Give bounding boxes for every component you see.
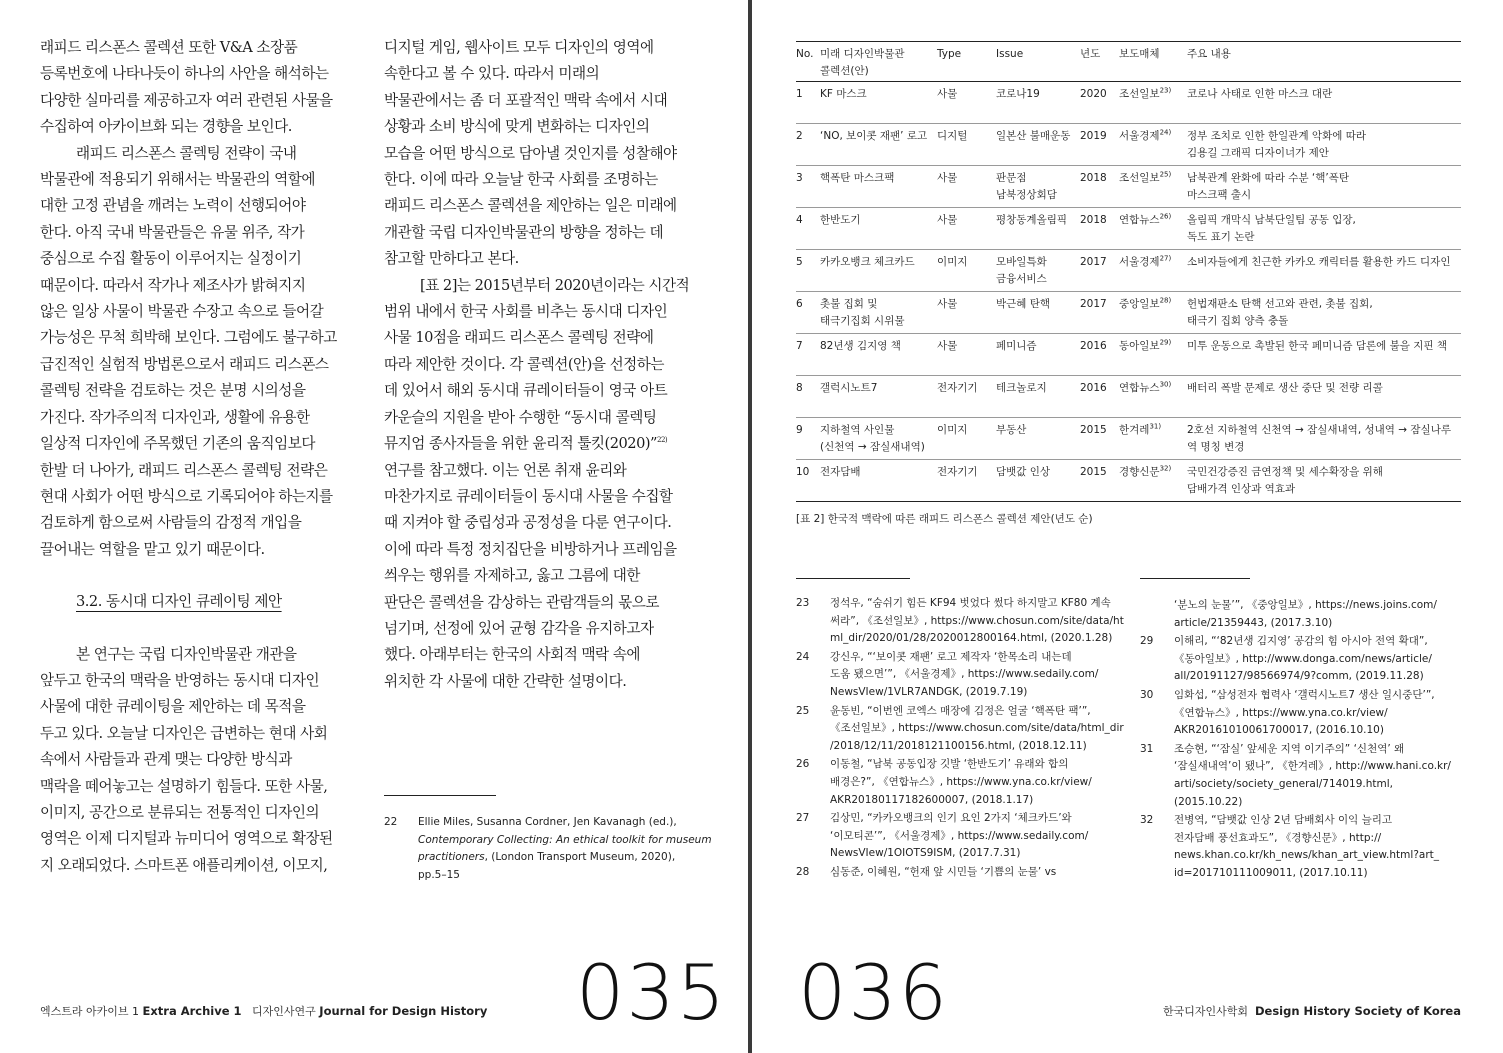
left-column [40,35,358,879]
footnote-item [1140,687,1470,740]
paragraph: [표 2]는 2015년부터 2020년이라는 시간적 범위 내에서 한국 사회를 비추는 동시대 디자인 사물 10점을 래피드 리스폰스 콜렉팅 전략에 따라 제안한 것이다. 각 콜렉션(안)을 선정하는 데 있어서 해외 동시대 큐레이터들이 영국 아트 카운슬의 지원을 받아 수행한 “동시대 콜렉팅 뮤지엄 종사자들을 위한 윤리적 툴킷(2020)”$^{22)}$ 연구를 참고했다. 이는 언론 취재 윤리와 마찬가지로 큐레이터들이 동시대 사물을 수집할 때 지켜야 할 중립성과 공정성을 다룬 연구이다. 이에 따라 특정 정치집단을 비방하거나 프레임을 씌우는 행위를 자제하고, 옳고 그름에 대한 판단은 콜렉션을 감상하는 관람객들의 몫으로 넘기며, 선정에 있어 균형 감각을 유지하고자 했다. 아래부터는 한국의 사회적 맥락 속에 위치한 각 사물에 대한 간략한 설명이다. [384,276,690,690]
footnote-item [796,595,1126,648]
right-column [384,35,702,695]
footnote-block-right [1140,597,1470,884]
table-row [796,166,1461,208]
footnote-text: ‘분노의 눈물’”, 《중앙일보》, https://news.joins.com/ article/21359443, (2017.3.10) [1174,599,1437,629]
paragraph: 디지털 게임, 웹사이트 모두 디자인의 영역에 속한다고 볼 수 있다. 따라서 미래의 박물관에서는 좀 더 포괄적인 맥락 속에서 시대 상황과 소비 방식에 맞게 변화하는 디자인의 모습을 어떤 방식으로 담아낼 것인지를 성찰해야 한다. 이에 따라 오늘날 한국 사회를 조명하는 래피드 리스폰스 콜렉션을 제안하는 일은 미래에 개관할 국립 디자인박물관의 방향을 정하는 데 참고할 만하다고 본다. [384,39,677,268]
footnote-ref[interactable]: 24) [1159,128,1172,137]
cell-issue: 모바일특화 금융서비스 [996,250,1080,292]
cell-summary: 미투 운동으로 촉발된 한국 페미니즘 담론에 불을 지핀 책 [1187,334,1461,376]
cell-row-number: 10 [796,460,820,502]
footnote-number: 22 [384,816,398,828]
cell-row-number: 6 [796,292,820,334]
table-row [796,208,1461,250]
cell-issue: 페미니즘 [996,334,1080,376]
footnote-number: 26 [796,758,810,771]
cell-row-number: 4 [796,208,820,250]
footnote-rule [1140,578,1250,579]
cell-summary: 국민건강증진 금연정책 및 세수확장을 위해 담배가격 인상과 역효과 [1187,460,1461,502]
cell-collection-name: 갤럭시노트7 [820,376,937,418]
cell-row-number: 1 [796,82,820,124]
cell-summary: 올림픽 개막식 남북단일팀 공동 입장, 독도 표기 논란 [1187,208,1461,250]
footnote-ref[interactable]: 32) [1159,464,1172,473]
footnote-number: 32 [1140,814,1154,827]
journal-ko: 디자인사연구 [252,1005,316,1018]
footnote-ref[interactable]: 28) [1159,296,1172,305]
cell-collection-name: ‘NO, 보이콧 재팬’ 로고 [820,124,937,166]
col-header: 미래 디자인박물관 콜렉션(안) [820,42,937,82]
journal-en: Journal for Design History [319,1004,488,1018]
col-header: 보도매체 [1119,42,1187,82]
footnote-item [1140,812,1470,882]
page-number: 036 [798,948,950,1037]
footnote-number: 24 [796,650,810,663]
cell-year: 2020 [1080,82,1119,124]
cell-issue: 테크놀로지 [996,376,1080,418]
footnote-ref[interactable]: 31) [1149,422,1162,431]
cell-year: 2015 [1080,460,1119,502]
cell-row-number: 5 [796,250,820,292]
cell-media: 동아일보$^{29)}$ [1119,334,1187,376]
footnote-block-left [796,595,1126,883]
cell-type: 디지털 [937,124,996,166]
cell-year: 2018 [1080,166,1119,208]
footnote-22 [384,814,714,884]
footnote-item [796,703,1126,756]
paragraph: 본 연구는 국립 디자인박물관 개관을 앞두고 한국의 맥락을 반영하는 동시대 디자인 사물에 대한 큐레이팅을 제안하는 데 목적을 두고 있다. 오늘날 디자인은 급변하는 현대 사회 속에서 사람들과 관계 맺는 다양한 방식과 맥락을 떼어놓고는 설명하기 힘들다. 또한 사물, 이미지, 공간으로 분류되는 전통적인 디자인의 영역은 이제 디지털과 뉴미디어 영역으로 확장된 지 오래되었다. 스마트폰 애플리케이션, 이모지, [40,645,333,874]
cell-row-number: 2 [796,124,820,166]
cell-row-number: 7 [796,334,820,376]
cell-collection-name: 핵폭탄 마스크팩 [820,166,937,208]
table-row [796,250,1461,292]
col-header: Type [937,42,996,82]
cell-year: 2015 [1080,418,1119,460]
left-page [0,0,748,1053]
cell-media: 조선일보$^{25)}$ [1119,166,1187,208]
collection-table [796,41,1461,502]
footnote-number: 31 [1140,742,1154,755]
cell-type: 사물 [937,166,996,208]
table-row [796,376,1461,418]
col-header: No. [796,42,820,82]
footnote-text: 전병역, “담뱃값 인상 2년 담배회사 이익 늘리고 전자담배 풍선효과도”, 《경향신문》, http:// news.khan.co.kr/kh_news/khan_art_view.html?art_ id=201710111009011, (2017.10.11) [1174,814,1440,879]
footnote-block [384,814,714,885]
cell-type: 이미지 [937,418,996,460]
cell-collection-name: 지하철역 사인물 (신천역 → 잠실새내역) [820,418,937,460]
cell-collection-name: 촛불 집회 및 태극기집회 시위물 [820,292,937,334]
cell-year: 2016 [1080,376,1119,418]
cell-summary: 코로나 사태로 인한 마스크 대란 [1187,82,1461,124]
footnote-text: 임화섭, “삼성전자 협력사 ‘갤럭시노트7 생산 일시중단’”, 《연합뉴스》, https://www.yna.co.kr/view/ AKR20161010061700017, (2016.10.10) [1174,688,1435,737]
footnote-text: 심동준, 이혜원, “헌재 앞 시민들 ‘기쁨의 눈물’ vs [830,865,1057,878]
footnote-ref[interactable]: 30) [1159,380,1172,389]
cell-collection-name: KF 마스크 [820,82,937,124]
cell-issue: 평창동계올림픽 [996,208,1080,250]
footnote-item [796,810,1126,863]
footnote-ref[interactable]: 22) [657,436,668,445]
footnote-ref[interactable]: 26) [1159,212,1172,221]
cell-issue: 일본산 불매운동 [996,124,1080,166]
cell-media: 서울경제$^{27)}$ [1119,250,1187,292]
cell-collection-name: 전자담배 [820,460,937,502]
footnote-number: 30 [1140,688,1154,701]
cell-type: 사물 [937,334,996,376]
right-page [752,0,1503,1053]
page-number: 035 [576,948,728,1037]
cell-media: 연합뉴스$^{30)}$ [1119,376,1187,418]
footnote-number [1140,597,1174,632]
footnote-item [1140,597,1470,632]
cell-row-number: 8 [796,376,820,418]
footnote-item [1140,633,1470,686]
cell-issue: 코로나19 [996,82,1080,124]
cell-type: 이미지 [937,250,996,292]
table-row [796,418,1461,460]
cell-media: 경향신문$^{32)}$ [1119,460,1187,502]
table-row [796,124,1461,166]
footnote-ref[interactable]: 23) [1159,86,1172,95]
footnote-number: 27 [796,812,810,825]
society-en: Design History Society of Korea [1254,1004,1461,1018]
paragraph: 래피드 리스폰스 콜렉션 또한 V&A 소장품 등록번호에 나타나듯이 하나의 사안을 해석하는 다양한 실마리를 제공하고자 여러 관련된 사물을 수집하여 아카이브화 되는 경향을 보인다. [40,39,333,136]
cell-year: 2019 [1080,124,1119,166]
footnote-text: 강신우, “‘보이콧 재팬’ 로고 제작자 ‘한목소리 내는데 도움 됐으면’”, 《서울경제》, https://www.sedaily.com/ NewsVIew/1VLR7ANDGK, (2019.7.19) [830,650,1099,698]
cell-collection-name: 카카오뱅크 체크카드 [820,250,937,292]
table-header-row [796,42,1461,82]
footnote-text: 김상민, “카카오뱅크의 인기 요인 2가지 ‘체크카드’와 ‘이모티콘’”, 《서울경제》, https://www.sedaily.com/ NewsVIew/1OIOTS9ISM, (2017.7.31) [830,812,1089,860]
table-row [796,82,1461,124]
cell-year: 2017 [1080,250,1119,292]
footnote-number: 25 [796,704,810,717]
col-header: Issue [996,42,1080,82]
footnote-item [796,756,1126,809]
footnote-rule [384,795,496,796]
series-en: Extra Archive 1 [142,1004,242,1018]
cell-summary: 남북관계 완화에 따라 수분 ‘핵’폭탄 마스크팩 출시 [1187,166,1461,208]
footer-right [1163,1002,1461,1021]
cell-type: 전자기기 [937,376,996,418]
footnote-text: 정석우, “숨쉬기 힘든 KF94 벗었다 썼다 하지말고 KF80 계속 써라”, 《조선일보》, https://www.chosun.com/site/data/ht ml_dir/2020/01/28/2020012800164.html, (2020.1.28) [830,597,1124,645]
cell-summary: 2호선 지하철역 신천역 → 잠실새내역, 성내역 → 잠실나루 역 명칭 변경 [1187,418,1461,460]
society-ko: 한국디자인사학회 [1162,1005,1248,1018]
series-ko: 엑스트라 아카이브 1 [40,1005,139,1018]
section-heading: 3.2. 동시대 디자인 큐레이팅 제안 [76,593,282,611]
table-row [796,334,1461,376]
cell-summary: 배터리 폭발 문제로 생산 중단 및 전량 리콜 [1187,376,1461,418]
paragraph: 래피드 리스폰스 콜렉팅 전략이 국내 박물관에 적용되기 위해서는 박물관의 역할에 대한 고정 관념을 깨려는 노력이 선행되어야 한다. 아직 국내 박물관들은 유물 위주, 작가 중심으로 수집 활동이 이루어지는 실정이기 때문이다. 따라서 작가나 제조사가 밝혀지지 않은 일상 사물이 박물관 수장고 속으로 들어갈 가능성은 무척 희박해 보인다. 그럼에도 불구하고 급진적인 실험적 방법론으로서 래피드 리스폰스 콜렉팅 전략을 검토하는 것은 분명 시의성을 가진다. 작가주의적 디자인과, 생활에 유용한 일상적 디자인에 주목했던 기존의 움직임보다 한발 더 나아가, 래피드 리스폰스 콜렉팅 전략은 현대 사회가 어떤 방식으로 기록되어야 하는지를 검토하게 함으로써 사람들의 감정적 개입을 끌어내는 역할을 맡고 있기 때문이다. [40,144,337,558]
footnote-rule [796,578,910,579]
cell-collection-name: 82년생 김지영 책 [820,334,937,376]
footnote-item [796,864,1126,882]
cell-issue: 판문점 남북정상회담 [996,166,1080,208]
cell-year: 2016 [1080,334,1119,376]
cell-type: 전자기기 [937,460,996,502]
footnote-text: 이동철, “남북 공동입장 깃발 ‘한반도기’ 유래와 합의 배경은?”, 《연합뉴스》, https://www.yna.co.kr/view/ AKR20180117182600007, (2018.1.17) [830,758,1092,806]
cell-issue: 부동산 [996,418,1080,460]
cell-media: 연합뉴스$^{26)}$ [1119,208,1187,250]
cell-year: 2017 [1080,292,1119,334]
col-header: 년도 [1080,42,1119,82]
cell-summary: 헌법재판소 탄핵 선고와 관련, 촛불 집회, 태극기 집회 양측 충돌 [1187,292,1461,334]
footer-left [40,1002,487,1021]
cell-media: 서울경제$^{24)}$ [1119,124,1187,166]
footnote-number: 23 [796,597,810,609]
cell-media: 한겨레$^{31)}$ [1119,418,1187,460]
cell-row-number: 3 [796,166,820,208]
footnote-ref[interactable]: 25) [1159,170,1172,179]
footnote-text: 이해리, “‘82년생 김지영’ 공감의 힘 아시아 전역 확대”, 《동아일보》, http://www.donga.com/news/article/ all/20191127/98566974/9?comm, (2019.11.28) [1174,635,1432,683]
cell-type: 사물 [937,208,996,250]
cell-year: 2018 [1080,208,1119,250]
footnote-number: 28 [796,865,810,878]
table-row [796,460,1461,502]
table-row [796,292,1461,334]
footnote-text: Ellie Miles, Susanna Cordner, Jen Kavanagh (ed.), Contemporary Collecting: An ethical toolkit for museum practitioners, (London Transport Museum, 2020), pp.5–15 [418,816,712,881]
footnote-ref[interactable]: 27) [1159,254,1172,263]
cell-type: 사물 [937,292,996,334]
footnote-number: 29 [1140,635,1154,648]
cell-collection-name: 한반도기 [820,208,937,250]
table-caption: [표 2] 한국적 맥락에 따른 래피드 리스폰스 콜렉션 제안(년도 순) [796,513,1093,525]
footnote-text: 조승현, “‘잠실’ 앞세운 지역 이기주의” ‘신천역’ 왜 ‘잠실새내역’이 됐나”, 《한겨레》, http://www.hani.co.kr/ arti/society/society_general/714019.html, (2015.10.22) [1174,742,1451,808]
footnote-item [1140,741,1470,811]
cell-row-number: 9 [796,418,820,460]
cell-summary: 정부 조치로 인한 한일관계 악화에 따라 김용길 그래픽 디자이너가 제안 [1187,124,1461,166]
footnote-ref[interactable]: 29) [1159,338,1172,347]
cell-media: 조선일보$^{23)}$ [1119,82,1187,124]
cell-summary: 소비자들에게 친근한 카카오 캐릭터를 활용한 카드 디자인 [1187,250,1461,292]
cell-type: 사물 [937,82,996,124]
col-header: 주요 내용 [1187,42,1461,82]
cell-media: 중앙일보$^{28)}$ [1119,292,1187,334]
cell-issue: 담뱃값 인상 [996,460,1080,502]
cell-issue: 박근혜 탄핵 [996,292,1080,334]
footnote-item [796,649,1126,702]
footnote-text: 윤동빈, “이번엔 코엑스 매장에 김정은 얼굴 ‘핵폭탄 팩’”, 《조선일보》, https://www.chosun.com/site/data/html_dir /2018/12/11/2018121100156.html, (2018.12.11) [830,704,1124,752]
